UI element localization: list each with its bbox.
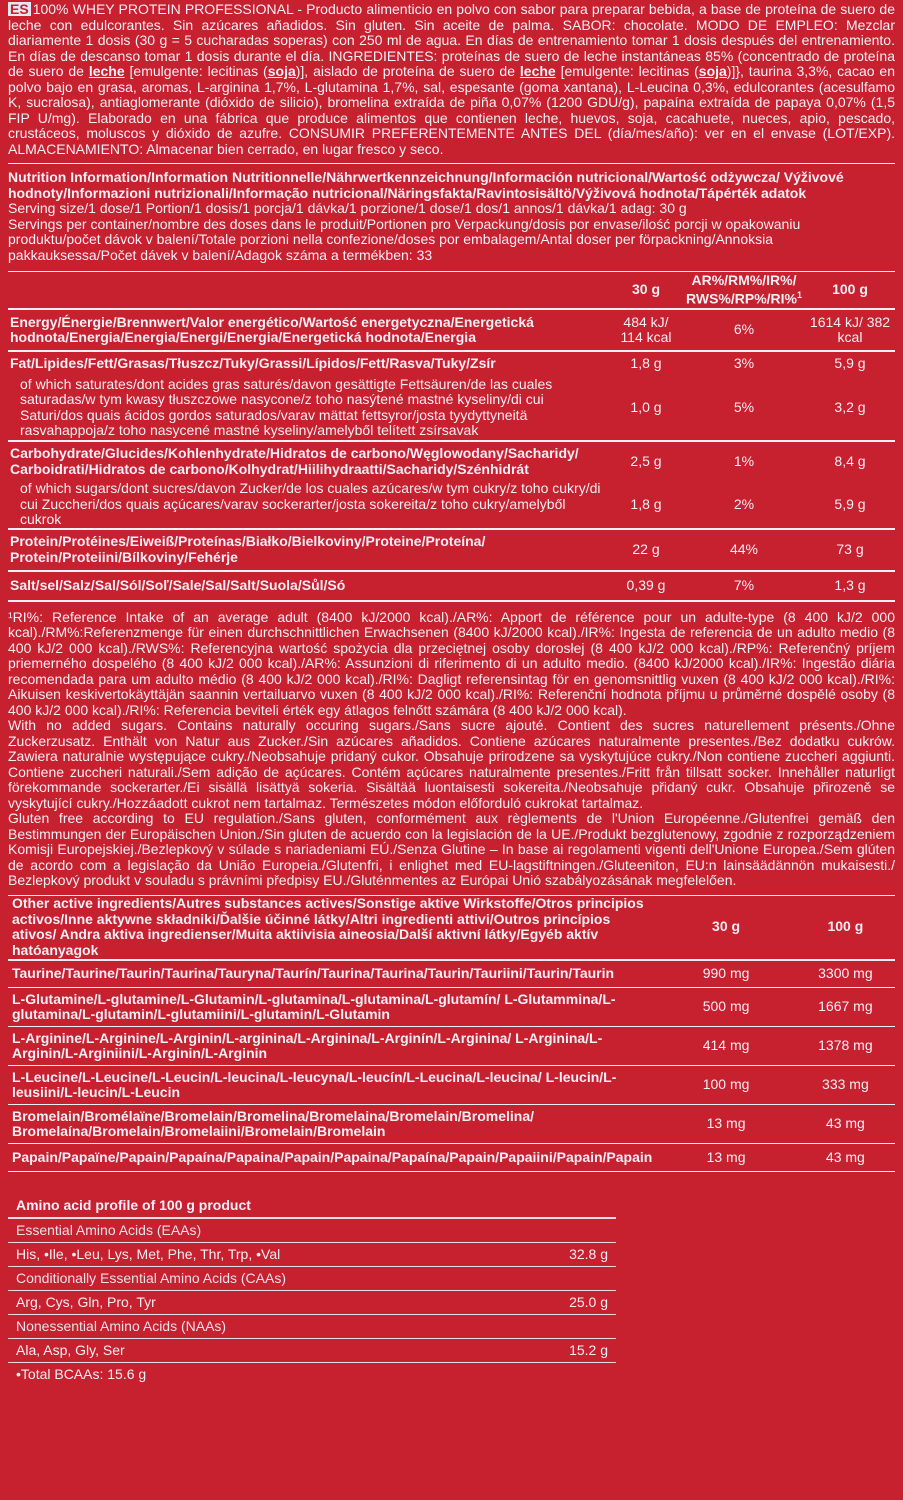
row-value-ri: 2% bbox=[683, 481, 805, 529]
row-value-100g: 1,3 g bbox=[805, 571, 895, 601]
row-label: of which sugars/dont sucres/davon Zucker/de los cuales azúcares/w tym cukry/z toho cukry/di cui Zuccheri/dos quais açúcares/varav sockerarter/josta sokereita/z toho cukry/amelyből cukrok bbox=[8, 481, 609, 529]
row-value-30g: 100 mg bbox=[656, 1066, 795, 1105]
description-text-3: )], aislado de proteína de suero de bbox=[295, 63, 520, 79]
row-value-100g: 1378 mg bbox=[796, 1027, 895, 1066]
gluten-note: Gluten free according to EU regulation./Sans gluten, conformément aux règlements de l'Union Européenne./Glutenfrei gemäß den Bestimmungen der Europäischen Union./Sin gluten de acuerdo con la legislación de la UE./Produkt bezglutenowy, zgodnie z rozporządzeniem Komisji Europejskiej./Bezlepkový v súlade s nariadeniami EÚ./Senza Glutine – In base ai regolamenti vigenti dell'Unione Europea./Sem glúten de acordo com a legislação da União Europeia./Glutenfri, i enlighet med EU-lagstiftningen./Gluteeniton, EU:n lainsäädännön mukaisesti./ Bezlepkový produkt v souladu s právními předpisy EU./Gluténmentes az Európai Unió szabályozásának megfelelően. bbox=[8, 810, 895, 888]
row-label: Energy/Énergie/Brennwert/Valor energético/Wartość energetyczna/Energetická hodnota/Energia/Energia/Energi/Energia/Energetická hodnota/Energia bbox=[8, 309, 609, 351]
allergen-soja-2: soja bbox=[698, 63, 727, 79]
product-description bbox=[8, 2, 895, 157]
row-label: Salt/sel/Salz/Sal/Sól/Soľ/Sale/Sal/Salt/Suola/Sůl/Só bbox=[8, 571, 609, 601]
row-label: Carbohydrate/Glucides/Kohlenhydrate/Hidratos de carbono/Węglowodany/Sacharidy/ Carboidrati/Hidratos de carbono/Kolhydrat/Hiilihydraatti/Sacharidy/Szénhidrát bbox=[10, 445, 579, 477]
other-active-header-100g: 100 g bbox=[796, 896, 895, 960]
amino-heading: Amino acid profile of 100 g product bbox=[8, 1194, 616, 1218]
row-value-100g: 73 g bbox=[805, 529, 895, 571]
row-value-100g: 3,2 g bbox=[805, 375, 895, 441]
description-text-4: [emulgente: lecitinas ( bbox=[555, 63, 699, 79]
row-label: L-Glutamine/L-glutamine/L-Glutamin/L-glutamina/L-glutamina/L-glutamín/ L-Glutammina/L-glutamina/L-glutamin/L-glutamiini/L-glutamin/L-Glutamin bbox=[8, 988, 656, 1027]
reference-intake-footnote: ¹RI%: Reference Intake of an average adult (8400 kJ/2000 kcal)./AR%: Apport de référence pour un adulte-type (8 400 kJ/2 000 kcal)./RM%:Referenzmenge für einen durchschnittlichen Erwachsenen (8400 kJ/2000 kcal)./IR%: Ingesta de referencia de un adulto medio (8 400 kJ/2 000 kcal)./RWS%: Referencyjna wartość spożycia dla przeciętnej osoby dorosłej (8 400 kJ/2 000 kcal)./RP%: Referenčný príjem priemerného dospelého (8 400 kJ/2 000 kcal)./AR%: Assunzioni di riferimento di un adulto medio. (8400 kJ/2000 kcal)./IR%: Ingestão diária recomendada para um adulto médio (8 400 kJ/2 000 kcal)./RI%: Dagligt referensintag för en genomsnittlig vuxen (8 400 kJ/2 000 kcal)./RI%: Aikuisen keskivertokäyttäjän saannin vertailuarvo vuxen (8 400 kJ/2 000 kcal)./RI%: Referenční hodnota příjmu u průměrné dospělé osoby (8 400 kJ/2 000 kcal)./RI%: Referencia beviteli érték egy átlagos felnőtt számára (8 400 kJ/2 000 kcal). bbox=[8, 608, 895, 718]
allergen-leche-2: leche bbox=[519, 63, 556, 79]
other-active-heading: Other active ingredients/Autres substances actives/Sonstige aktive Wirkstoffe/Otros principios activos/Inne aktywne składniki/Ďalšie účinné látky/Altri ingredienti attivi/Outros princípios ativos/ Andra aktiva ingredienser/Muita aktiivisia aineosia/Další aktivní látky/Egyéb aktív hatóanyagok bbox=[8, 896, 656, 960]
nutrition-row-carbohydrate bbox=[8, 441, 895, 481]
description-text-1: 100% WHEY PROTEIN PROFESSIONAL - Producto alimenticio en polvo con sabor para preparar bebida, a base de proteína de suero de leche con edulcorantes. Sin azúcares añadidos. Sin gluten. Sin aceite de palma. SABOR: chocolate. MODO DE EMPLEO: Mezclar diariamente 1 dosis (30 g = 5 cucharadas soperas) con 250 ml de agua. En días de entrenamiento tomar 1 dosis después del entrenamiento. En días de descanso tomar 1 dosis durante el día. INGREDIENTES: proteínas de suero de leche instantáneas 85% (concentrado de proteína de suero de bbox=[8, 1, 895, 79]
header-spacer bbox=[8, 272, 609, 309]
other-active-ingredients-table bbox=[8, 896, 895, 1173]
amino-label: Ala, Asp, Gly, Ser bbox=[8, 1339, 490, 1363]
amino-category-label: Essential Amino Acids (EAAs) bbox=[8, 1218, 490, 1243]
amino-category-row bbox=[8, 1267, 616, 1291]
row-value-30g: 0,39 g bbox=[609, 571, 683, 601]
row-value-100g: 333 mg bbox=[796, 1066, 895, 1105]
row-label: Protein/Protéines/Eiweiß/Proteínas/Białko/Bielkoviny/Proteine/Proteína/ Protein/Proteiini/Bílkoviny/Fehérje bbox=[8, 529, 609, 571]
nutrition-row-energy bbox=[8, 309, 895, 351]
row-value-100g: 43 mg bbox=[796, 1144, 895, 1172]
row-value-100g: 5,9 g bbox=[805, 481, 895, 529]
serving-size: Serving size/1 dose/1 Portion/1 dosis/1 porcja/1 dávka/1 porzione/1 dose/1 dos/1 annos/1 dávka/1 adag: 30 g bbox=[8, 200, 687, 216]
other-active-header-30g: 30 g bbox=[656, 896, 795, 960]
row-label: Fat/Lipides/Fett/Grasas/Tłuszcz/Tuky/Grassi/Lípidos/Fett/Rasva/Tuky/Zsír bbox=[10, 354, 496, 371]
sugars-note: With no added sugars. Contains naturally occuring sugars./Sans sucre ajouté. Contient des sucres naturellement présents./Ohne Zuckerzusatz. Enthält von Natur aus Zucker./Sin azúcares añadidos. Contiene azúcares naturalmente presentes./Bez dodatku cukrów. Zawiera naturalnie występujące cukry./Neobsahuje pridaný cukor. Obsahuje prirodzene sa vyskytujúce cukry./Non contiene zuccheri aggiunti. Contiene zuccheri naturali./Sem adição de açúcares. Contém açúcares naturalmente presentes./Fritt från tillsatt socker. Innehåller naturligt förekommande sockerarter./Ei sisällä lisättyä sokeria. Sisältää luontaisesti sokereita./Neobsahuje přidaný cukr. Obsahuje přirozeně se vyskytující cukry./Hozzáadott cukrot nem tartalmaz. Természetes módon előforduló cukrokat tartalmaz. bbox=[8, 717, 895, 811]
nutrition-row-salt bbox=[8, 571, 895, 601]
row-value-100g: 3300 mg bbox=[796, 960, 895, 988]
nutrition-row-saturates bbox=[8, 375, 895, 441]
amino-value: 25.0 g bbox=[490, 1291, 616, 1315]
header-ri bbox=[683, 272, 805, 309]
other-active-row-arginine bbox=[8, 1027, 895, 1066]
row-value-ri: 7% bbox=[683, 571, 805, 601]
other-active-row-taurine bbox=[8, 960, 895, 988]
amino-label: Arg, Cys, Gln, Pro, Tyr bbox=[8, 1291, 490, 1315]
allergen-leche-1: leche bbox=[88, 63, 125, 79]
nutrition-heading: Nutrition Information/Information Nutritionnelle/Nährwertkennzeichnung/Información nutricional/Wartość odżywcza/ Výživové hodnoty/Informazioni nutrizionali/Informação nutricional/Näringsfakta/Ravintosisältö/Výživová hodnota/Tápérték adatok bbox=[8, 169, 844, 201]
amino-heading-row bbox=[8, 1194, 616, 1218]
row-value-30g: 414 mg bbox=[656, 1027, 795, 1066]
amino-value-row bbox=[8, 1339, 616, 1363]
amino-acid-table bbox=[8, 1194, 616, 1386]
amino-value-row bbox=[8, 1243, 616, 1267]
amino-value: 15.2 g bbox=[490, 1339, 616, 1363]
row-label: of which saturates/dont acides gras saturés/davon gesättigte Fettsäuren/de las cuales saturadas/w tym kwasy tłuszczowe nasycone/z toho nasýtené mastné kyseliny/di cui Saturi/dos quais ácidos gordos saturados/varav mättat fettsyror/josta tyydyttyneitä rasvahappoja/z toho nasycené mastné kyseliny/amelyből telített zsírsavak bbox=[8, 375, 609, 441]
header-ri-label: AR%/RM%/IR%/ RWS%/RP%/RI% bbox=[686, 271, 797, 307]
row-label: Taurine/Taurine/Taurin/Taurina/Tauryna/Taurín/Taurina/Taurina/Taurin/Tauriini/Taurin/Taurin bbox=[8, 960, 656, 988]
servings-per-container: Servings per container/nombre des doses dans le produit/Portionen pro Verpackung/dosis por envase/ilość porcji w opakowaniu produktu/počet dávok v balení/Totale porzioni nella confezione/doses por embalagem/Antal doser per förpackning/Annoksia pakkauksessa/Počet dávek v balení/Adagok száma a termékben: 33 bbox=[8, 215, 801, 263]
nutrition-row-protein bbox=[8, 529, 895, 571]
row-value-100g: 1667 mg bbox=[796, 988, 895, 1027]
row-label: Bromelain/Bromélaïne/Bromelain/Bromelina/Bromelaina/Bromelain/Bromelina/ Bromelaína/Bromelain/Bromelaiini/Bromelain/Bromelain bbox=[8, 1105, 656, 1144]
row-value-ri: 3% bbox=[733, 354, 755, 371]
other-active-row-leucine bbox=[8, 1066, 895, 1105]
amino-category-label: Conditionally Essential Amino Acids (CAAs) bbox=[8, 1267, 490, 1291]
row-value-100g: 43 mg bbox=[796, 1105, 895, 1144]
amino-category-value bbox=[490, 1218, 616, 1243]
row-value-100g: 1614 kJ/ 382 kcal bbox=[805, 309, 895, 351]
row-value-100g: 5,9 g bbox=[834, 354, 866, 371]
other-active-row-papain bbox=[8, 1144, 895, 1172]
amino-value-row bbox=[8, 1291, 616, 1315]
nutrition-row-fat bbox=[8, 351, 895, 375]
amino-value: 32.8 g bbox=[490, 1243, 616, 1267]
row-value-30g: 500 mg bbox=[656, 988, 795, 1027]
amino-label: His, •Ile, •Leu, Lys, Met, Phe, Thr, Trp, •Val bbox=[8, 1243, 490, 1267]
row-value-30g: 484 kJ/ 114 kcal bbox=[609, 309, 683, 351]
row-value-ri: 6% bbox=[683, 309, 805, 351]
nutrition-table-header bbox=[8, 272, 895, 309]
allergen-soja-1: soja bbox=[267, 63, 296, 79]
row-value-30g: 1,8 g bbox=[630, 354, 662, 371]
language-code-badge: ES bbox=[10, 1, 29, 17]
header-ri-superscript: 1 bbox=[796, 290, 802, 301]
amino-category-value bbox=[490, 1267, 616, 1291]
amino-category-value bbox=[490, 1315, 616, 1339]
description-text-5: )]}, taurina 3,3%, cacao en polvo bajo en grasa, aromas, L-arginina 1,7%, L-glutamina 1,7%, sal, espesante (goma xantana), L-Leucina 0,3%, edulcorantes (acesulfamo K, sucralosa), antiaglomerante (dióxido de silicio), bromelina extraída de piña 0,07% (1200 GDU/g), papaína extraída de papaya 0,07% (1,5 FIP U/mg). Elaborado en una fábrica que produce alimentos que contienen leche, huevos, soja, cacahuete, nueces, apio, pescado, crustáceos, moluscos y dióxido de azufre. CONSUMIR PREFERENTEMENTE ANTES DEL (día/mes/año): ver en el envase (LOT/EXP). ALMACENAMIENTO: Almacenar bien cerrado, en lugar fresco y seco. bbox=[8, 63, 896, 157]
product-label-page bbox=[8, 0, 895, 1386]
row-value-30g: 1,0 g bbox=[609, 375, 683, 441]
row-label: L-Arginine/L-Arginine/L-Arginin/L-arginina/L-Arginina/L-Arginín/L-Arginina/ L-Arginina/L-Arginin/L-Arginiini/L-Arginin/L-Arginin bbox=[8, 1027, 656, 1066]
total-bcaa: •Total BCAAs: 15.6 g bbox=[16, 1365, 147, 1382]
row-label: L-Leucine/L-Leucine/L-Leucin/L-leucina/L-leucyna/L-leucín/L-Leucina/L-leucina/ L-leucin/L-leusiini/L-leucin/L-Leucin bbox=[8, 1066, 656, 1105]
other-active-header bbox=[8, 896, 895, 960]
divider bbox=[8, 163, 895, 164]
amino-category-label: Nonessential Amino Acids (NAAs) bbox=[8, 1315, 490, 1339]
nutrition-table bbox=[8, 272, 895, 602]
row-value-30g: 22 g bbox=[609, 529, 683, 571]
row-value-30g: 1,8 g bbox=[609, 481, 683, 529]
header-30g: 30 g bbox=[609, 272, 683, 309]
row-value-30g: 13 mg bbox=[656, 1105, 795, 1144]
row-value-ri: 5% bbox=[683, 375, 805, 441]
amino-category-row bbox=[8, 1315, 616, 1339]
nutrition-row-sugars bbox=[8, 481, 895, 529]
row-value-ri: 1% bbox=[733, 452, 755, 469]
row-value-ri: 44% bbox=[683, 529, 805, 571]
header-100g: 100 g bbox=[805, 272, 895, 309]
row-label: Papain/Papaïne/Papain/Papaína/Papaina/Papain/Papaina/Papaína/Papain/Papaiini/Papain/Papain bbox=[8, 1144, 656, 1172]
description-text-2: [emulgente: lecitinas ( bbox=[124, 63, 268, 79]
amino-total-row bbox=[8, 1363, 616, 1387]
other-active-row-bromelain bbox=[8, 1105, 895, 1144]
other-active-row-glutamine bbox=[8, 988, 895, 1027]
amino-category-row bbox=[8, 1218, 616, 1243]
row-value-100g: 8,4 g bbox=[834, 452, 866, 469]
row-value-30g: 990 mg bbox=[656, 960, 795, 988]
row-value-30g: 2,5 g bbox=[630, 452, 662, 469]
row-value-30g: 13 mg bbox=[656, 1144, 795, 1172]
